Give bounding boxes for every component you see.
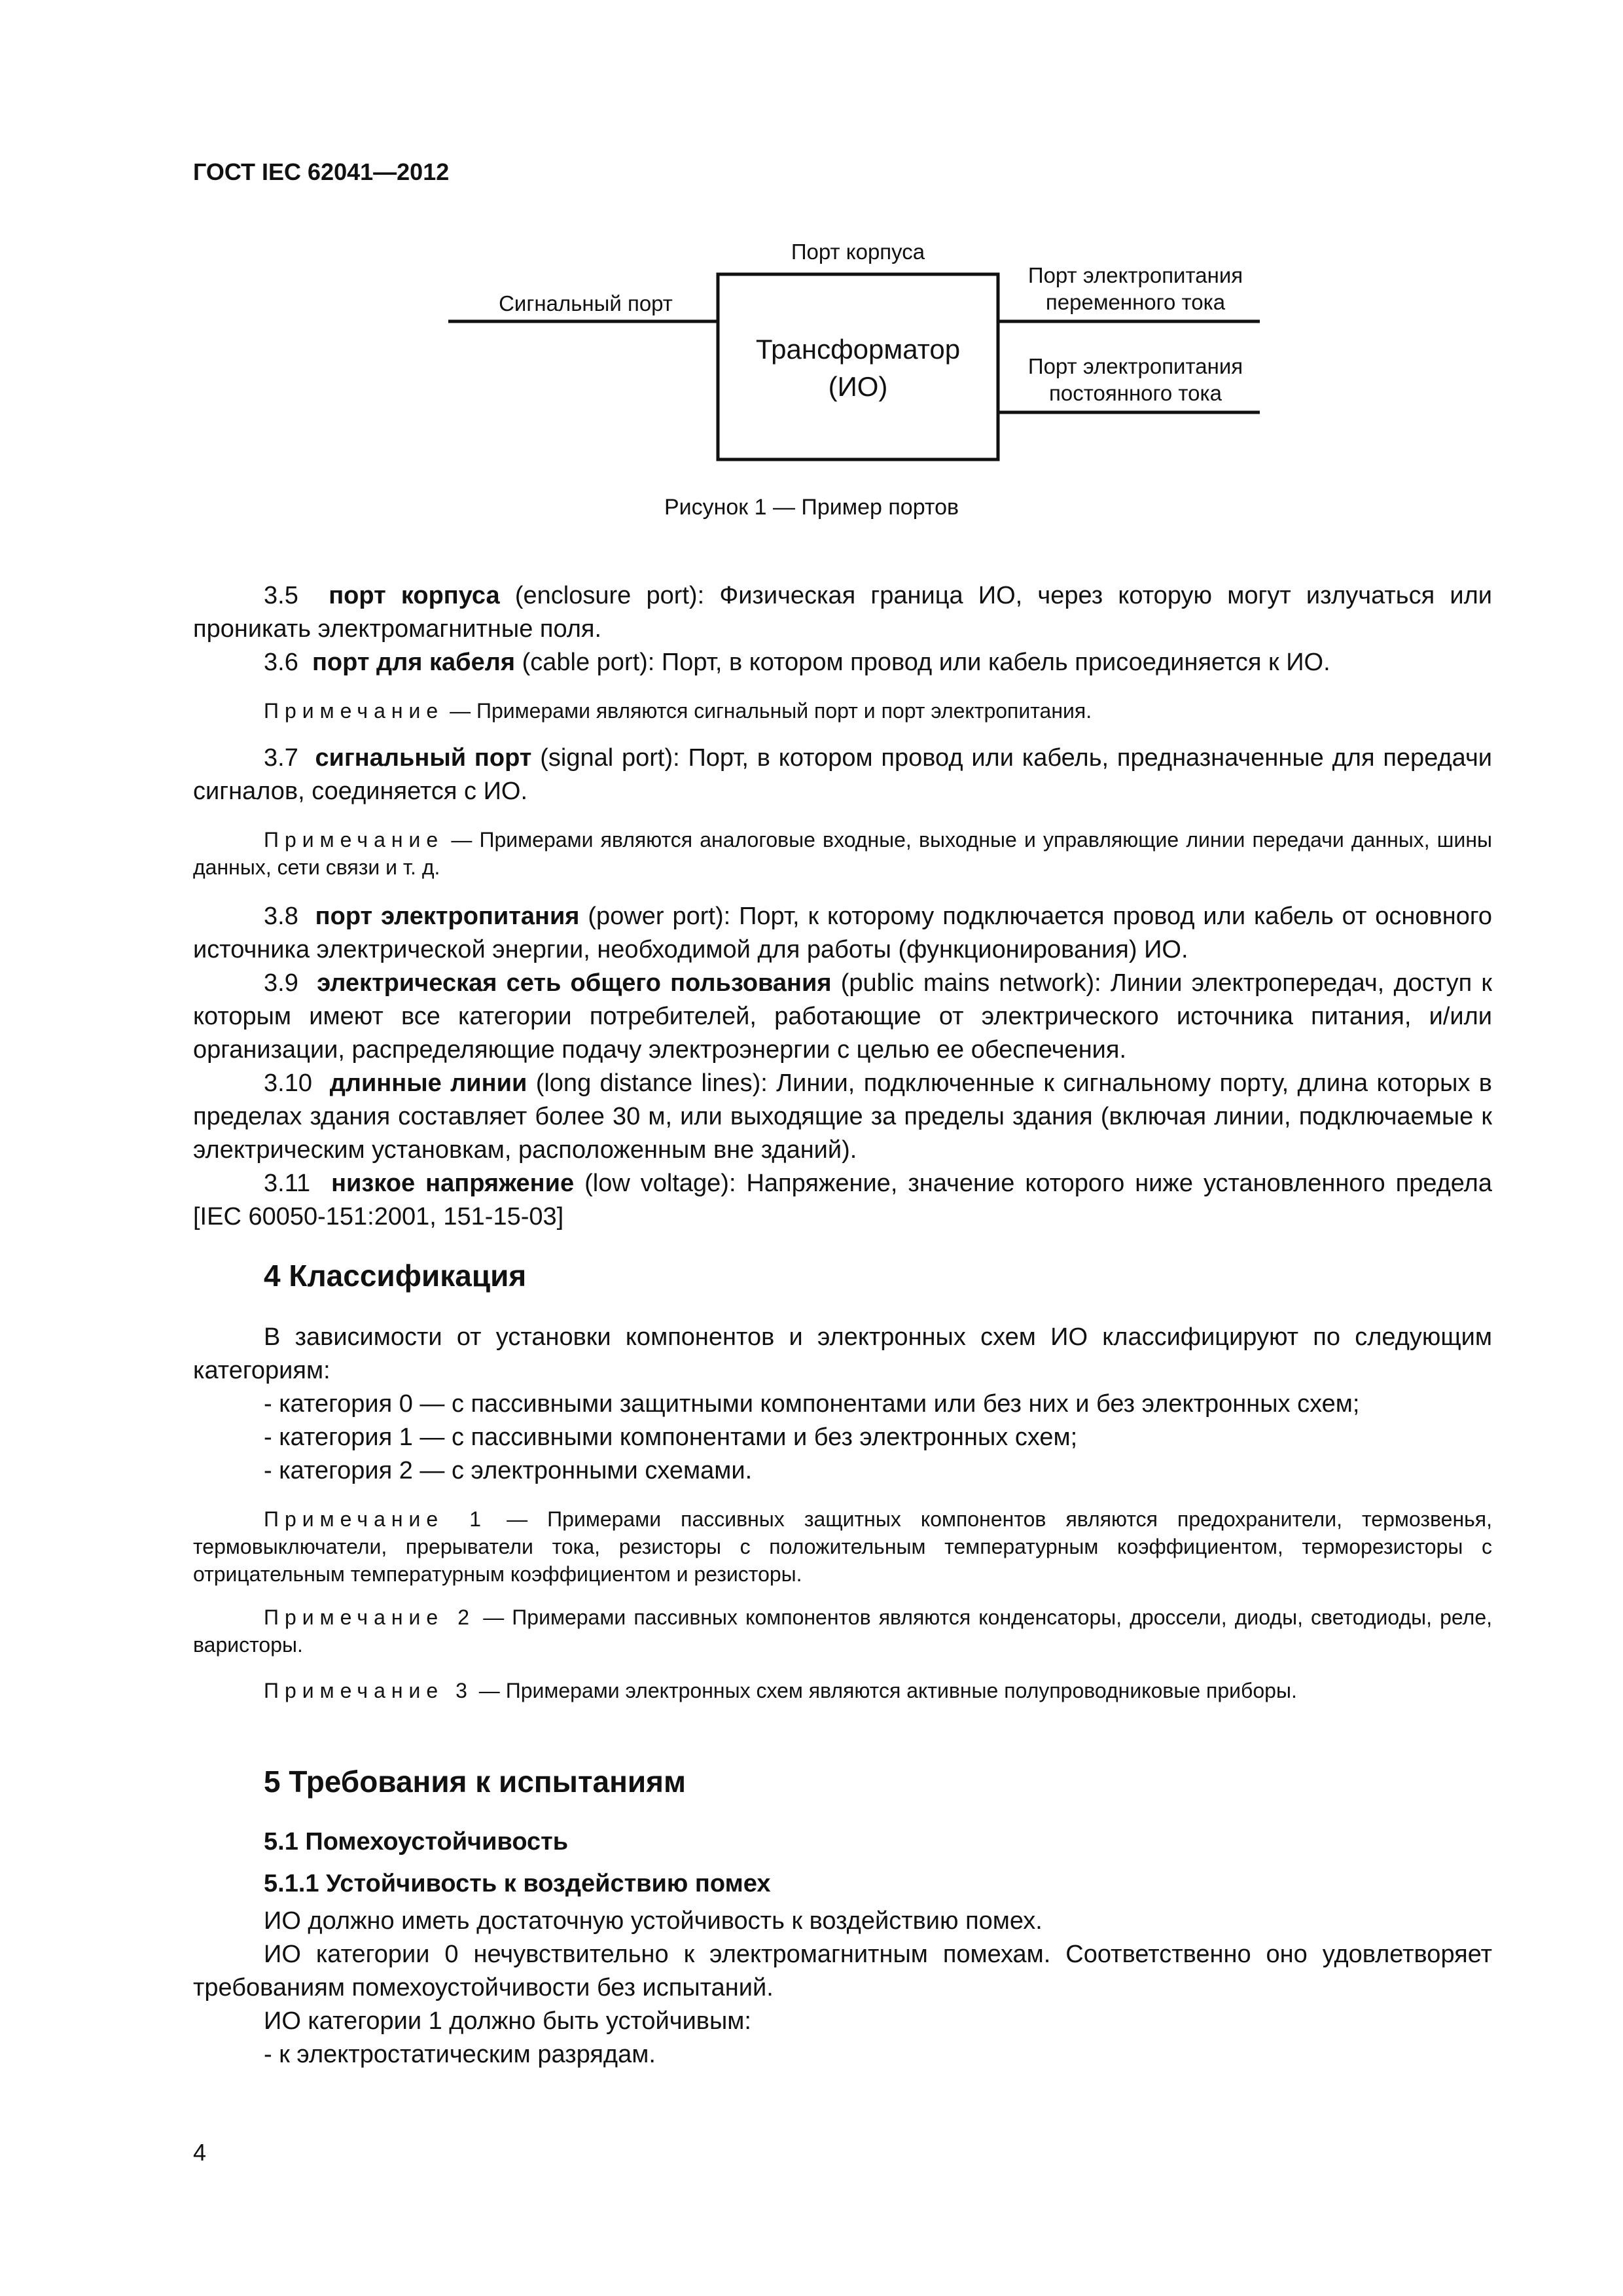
subsection-5-1-1-heading: 5.1.1 Устойчивость к воздействию помех xyxy=(264,1870,771,1897)
def-term: порт электропитания xyxy=(315,903,580,930)
section-4-intro: В зависимости от установки компонентов и электронных схем ИО классифицируют по следующим категориям: xyxy=(193,1323,1492,1384)
def-number: 3.10 xyxy=(264,1069,312,1097)
ports-diagram xyxy=(0,0,1623,537)
note-label: Примечание 1 xyxy=(264,1507,488,1531)
note-text: — Примерами являются сигнальный порт и порт электропитания. xyxy=(444,699,1092,723)
def-text: (public mains network): Линии электропередач, доступ к которым имеют все категории потребителей, работающие от электрического источника питания, и/или организации, распределяющие подачу электроэнергии с целью ее обеспечения. xyxy=(193,969,1492,1064)
enclosure-port-label: Порт корпуса xyxy=(791,240,925,264)
note-text: — Примерами пассивных компонентов являются конденсаторы, дроссели, диоды, светодиоды, реле, варисторы. xyxy=(193,1605,1493,1657)
definition-3-7 xyxy=(193,742,1492,808)
figure-caption: Рисунок 1 — Пример портов xyxy=(664,495,959,520)
note-4-3 xyxy=(193,1677,1492,1704)
def-term: порт корпуса xyxy=(329,582,500,609)
note-text: — Примерами электронных схем являются активные полупроводниковые приборы. xyxy=(473,1679,1297,1702)
def-term: низкое напряжение xyxy=(331,1170,575,1197)
note-label: Примечание xyxy=(264,828,444,852)
note-text: — Примерами пассивных защитных компонентов являются предохранители, термозвенья, термовыключатели, прерыватели тока, резисторы с положительным температурным коэффициентом, терморезисторы с отрицательным температурным коэффициентом и резисторы. xyxy=(193,1507,1493,1586)
definition-3-6 xyxy=(193,646,1492,679)
paragraph: ИО категории 0 нечувствительно к электромагнитным помехам. Соответственно оно удовлетворяет требованиям помехоустойчивости без испытаний. xyxy=(193,1941,1492,2001)
def-text: (long distance lines): Линии, подключенные к сигнальному порту, длина которых в пределах здания составляет более 30 м, или выходящие за пределы здания (включая линии, подключаемые к электрическим установкам, расположенным вне зданий). xyxy=(193,1069,1492,1164)
paragraph: ИО должно иметь достаточную устойчивость к воздействию помех. xyxy=(264,1907,1043,1935)
def-text: (signal port): Порт, в котором провод или кабель, предназначенные для передачи сигналов, соединяется с ИО. xyxy=(193,744,1492,805)
def-number: 3.5 xyxy=(264,582,298,609)
def-number: 3.11 xyxy=(264,1170,311,1197)
note-label: Примечание xyxy=(264,699,444,723)
transformer-box xyxy=(718,274,998,459)
definition-3-11 xyxy=(193,1167,1492,1234)
list-item: - категория 2 — с электронными схемами. xyxy=(264,1457,753,1484)
definition-3-8 xyxy=(193,900,1492,967)
ac-port-label-line1: Порт электропитания xyxy=(1027,263,1243,287)
definition-3-10 xyxy=(193,1067,1492,1167)
paragraph: - к электростатическим разрядам. xyxy=(264,2041,656,2068)
category-list xyxy=(264,1388,1492,1488)
dc-port-label-line2: постоянного тока xyxy=(1049,381,1222,405)
note-label: Примечание 2 xyxy=(264,1605,476,1629)
page-number: 4 xyxy=(193,2139,207,2166)
note-label: Примечание 3 xyxy=(264,1679,473,1702)
def-text: (low voltage): Напряжение, значение которого ниже установленного предела [IEC 60050-151:2001, 151-15-03] xyxy=(193,1170,1492,1230)
document-header: ГОСТ IEC 62041—2012 xyxy=(193,158,450,185)
def-text: (cable port): Порт, в котором провод или кабель присоединяется к ИО. xyxy=(515,649,1330,676)
definition-3-5 xyxy=(193,579,1492,646)
def-term: электрическая сеть общего пользования xyxy=(317,969,832,997)
note-text: — Примерами являются аналоговые входные, выходные и управляющие линии передачи данных, шины данных, сети связи и т. д. xyxy=(193,828,1492,879)
paragraph: ИО категории 1 должно быть устойчивым: xyxy=(264,2007,751,2035)
def-number: 3.9 xyxy=(264,969,298,997)
ac-port-label-line2: переменного тока xyxy=(1045,290,1226,314)
box-label-line2: (ИО) xyxy=(828,371,888,402)
box-label-line1: Трансформатор xyxy=(755,334,961,365)
def-number: 3.7 xyxy=(264,744,298,772)
note-3-6 xyxy=(193,697,1492,725)
note-4-2 xyxy=(193,1604,1492,1659)
def-term: сигнальный порт xyxy=(315,744,532,772)
section-4-heading: 4 Классификация xyxy=(264,1259,527,1293)
signal-port-label: Сигнальный порт xyxy=(499,291,673,315)
dc-port-label-line1: Порт электропитания xyxy=(1027,354,1243,378)
note-4-1 xyxy=(193,1505,1492,1588)
list-item: - категория 1 — с пассивными компонентами и без электронных схем; xyxy=(264,1424,1078,1451)
section-5-heading: 5 Требования к испытаниям xyxy=(264,1765,687,1799)
def-text: (power port): Порт, к которому подключается провод или кабель от основного источника электрической энергии, необходимой для работы (функционирования) ИО. xyxy=(193,903,1493,963)
def-term: длинные линии xyxy=(329,1069,527,1097)
def-number: 3.8 xyxy=(264,903,298,930)
def-text: (enclosure port): Физическая граница ИО, через которую могут излучаться или проникать электромагнитные поля. xyxy=(193,582,1492,643)
subsection-5-1-heading: 5.1 Помехоустойчивость xyxy=(264,1828,569,1856)
section-5-text xyxy=(193,1905,1492,2072)
note-3-7 xyxy=(193,826,1492,881)
def-term: порт для кабеля xyxy=(312,649,516,676)
list-item: - категория 0 — с пассивными защитными компонентами или без них и без электронных схем; xyxy=(264,1390,1360,1418)
definition-3-9 xyxy=(193,967,1492,1067)
def-number: 3.6 xyxy=(264,649,298,676)
